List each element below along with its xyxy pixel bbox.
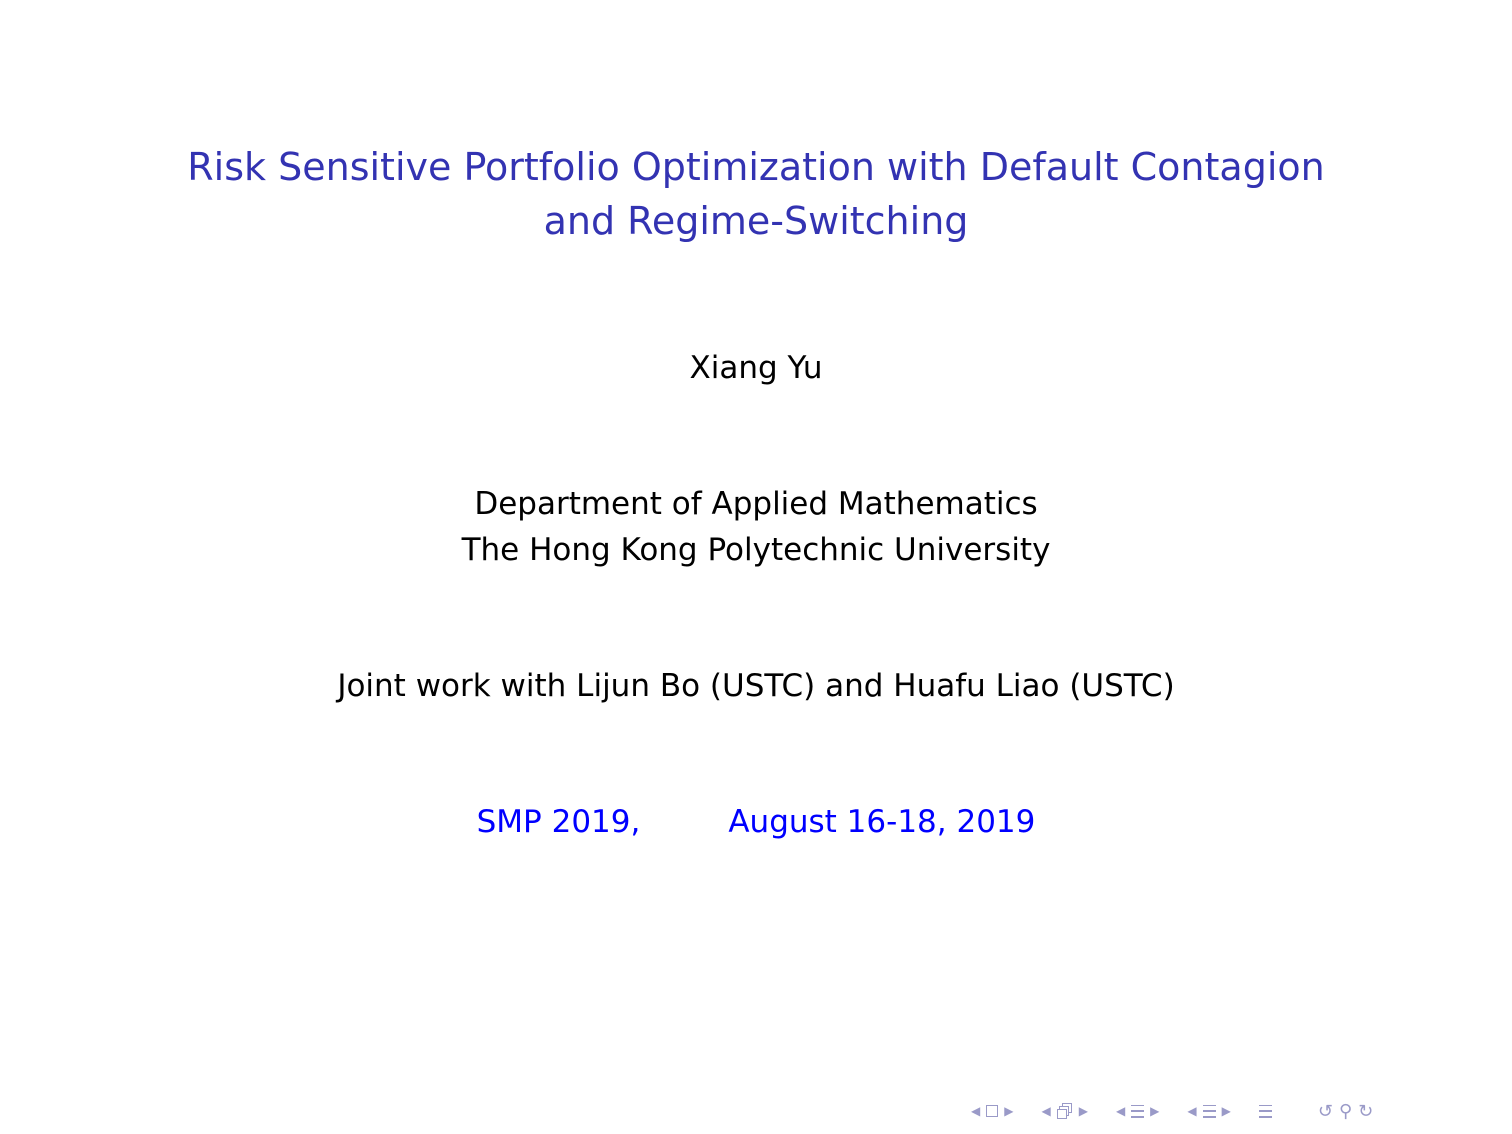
affiliation <box>0 481 1512 573</box>
department: Department of Applied Mathematics <box>474 486 1038 522</box>
conference-dates: August 16-18, 2019 <box>728 804 1036 840</box>
document-lines-icon[interactable] <box>1259 1105 1272 1118</box>
joint-work-note: Joint work with Lijun Bo (USTC) and Huafu Liao (USTC) <box>337 668 1175 704</box>
subsection-lines-icon[interactable] <box>1131 1105 1144 1118</box>
university: The Hong Kong Polytechnic University <box>461 532 1051 568</box>
arrow-left-icon[interactable]: ◀ <box>1041 1104 1051 1118</box>
event-line <box>0 800 1512 844</box>
redo-loop-icon[interactable]: ↻ <box>1358 1100 1374 1122</box>
arrow-left-icon[interactable]: ◀ <box>1187 1104 1197 1118</box>
beamer-navigation-bar <box>968 1098 1376 1124</box>
arrow-right-icon[interactable]: ▶ <box>1221 1104 1231 1118</box>
author-name: Xiang Yu <box>689 350 823 386</box>
nav-section-group <box>1184 1104 1233 1118</box>
arrow-left-icon[interactable]: ◀ <box>1115 1104 1126 1118</box>
undo-loop-icon[interactable]: ↺ <box>1317 1100 1333 1122</box>
arrow-right-icon[interactable]: ▶ <box>1078 1104 1088 1118</box>
title-line-1: Risk Sensitive Portfolio Optimization with Default Contagion <box>187 145 1325 189</box>
frame-stack-icon[interactable] <box>1057 1103 1073 1119</box>
section-lines-icon[interactable] <box>1203 1105 1216 1118</box>
conference-name: SMP 2019, <box>476 804 641 840</box>
arrow-right-icon[interactable]: ▶ <box>1150 1104 1160 1118</box>
title-line-2: and Regime-Switching <box>543 199 969 243</box>
search-icon[interactable]: ⚲ <box>1338 1100 1353 1122</box>
nav-tools-group <box>1315 1101 1376 1122</box>
arrow-left-icon[interactable]: ◀ <box>971 1104 981 1118</box>
nav-subsection-group <box>1113 1104 1162 1118</box>
nav-frame-group <box>1038 1103 1090 1119</box>
slide-box-icon[interactable] <box>986 1105 998 1117</box>
nav-document-group <box>1256 1105 1275 1118</box>
slide-title <box>0 140 1512 248</box>
arrow-right-icon[interactable]: ▶ <box>1004 1104 1014 1118</box>
nav-slide-group <box>968 1104 1016 1118</box>
